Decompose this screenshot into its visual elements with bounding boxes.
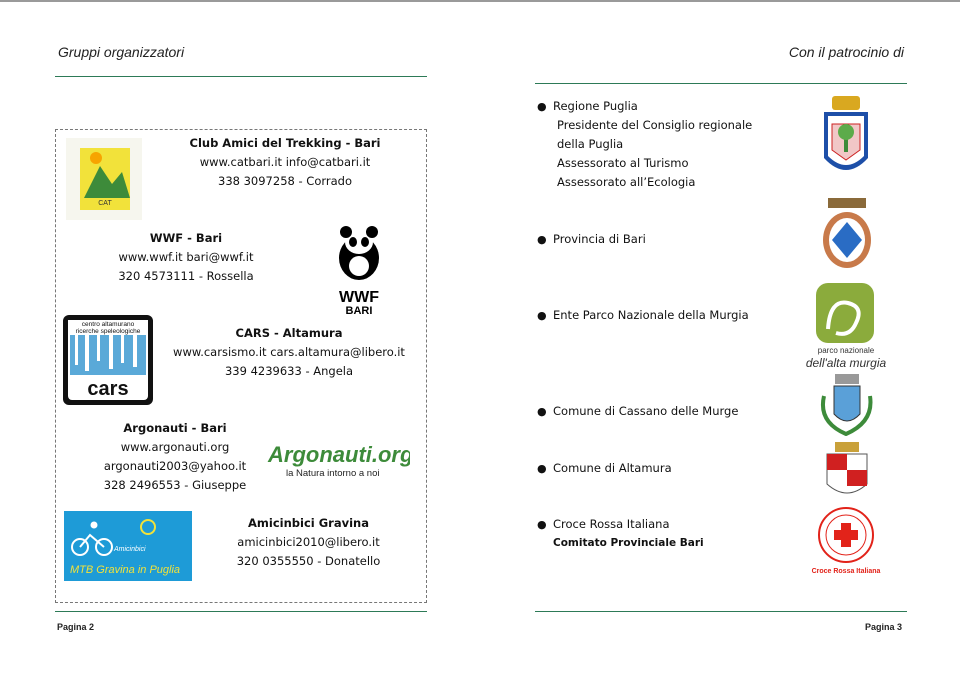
- group-cat-phone: 338 3097258 - Corrado: [218, 174, 352, 188]
- amicinbici-logo-small: Amicinbici: [114, 546, 146, 553]
- croce-rossa-logo: [806, 505, 886, 582]
- cat-logo: [66, 138, 142, 225]
- cat-logo-text: CAT: [98, 200, 112, 207]
- patron-croce-rossa: [537, 515, 704, 553]
- right-page-number: Pagina 3: [864, 622, 902, 632]
- left-header-rule: [55, 76, 427, 77]
- group-wwf-contacts: www.wwf.it bari@wwf.it: [118, 250, 254, 264]
- bullet-icon: ●: [537, 518, 547, 531]
- patron-title: Ente Parco Nazionale della Murgia: [553, 308, 749, 322]
- bullet-icon: ●: [537, 462, 547, 475]
- group-amicinbici-email: amicinbici2010@libero.it: [237, 535, 380, 549]
- left-page-number: Pagina 2: [57, 622, 95, 632]
- patron-title: Croce Rossa Italiana: [553, 517, 670, 531]
- wwf-logo: [328, 220, 390, 321]
- amicinbici-logo: [64, 511, 192, 586]
- wwf-logo-text: WWF: [339, 289, 379, 306]
- left-page-header: Gruppi organizzatori: [58, 44, 185, 60]
- parco-logo-line2: dell'alta murgia: [805, 356, 887, 370]
- croce-rossa-logo-text: Croce Rossa Italiana: [811, 568, 881, 575]
- group-amicinbici-phone: 320 0355550 - Donatello: [236, 554, 381, 568]
- patron-provincia-bari: [537, 230, 646, 249]
- parco-murgia-logo: [800, 281, 892, 376]
- cars-logo-line1: centro altamurano: [81, 321, 135, 328]
- right-header-rule: [535, 83, 907, 84]
- group-argonauti-phone: 328 2496553 - Giuseppe: [103, 478, 247, 492]
- group-cat-text: [175, 134, 395, 191]
- argonauti-logo-sub: la Natura intorno a noi: [286, 468, 380, 479]
- argonauti-logo-text: Argonauti.org: [268, 442, 410, 467]
- bullet-icon: ●: [537, 100, 547, 113]
- bullet-icon: ●: [537, 405, 547, 418]
- cars-logo-text: cars: [87, 378, 129, 400]
- group-argonauti-text: [80, 419, 270, 495]
- provincia-bari-crest: [818, 196, 876, 277]
- group-argonauti-site: www.argonauti.org: [120, 440, 230, 454]
- right-page-header: Con il patrocinio di: [788, 44, 904, 60]
- left-footer-rule: [55, 611, 427, 612]
- patron-sub: Assessorato all’Ecologia: [557, 175, 696, 189]
- patron-title: Regione Puglia: [553, 99, 638, 113]
- altamura-crest: [822, 440, 872, 507]
- group-wwf-text: [96, 229, 276, 286]
- right-footer-rule: [535, 611, 907, 612]
- group-cars-name: CARS - Altamura: [235, 326, 343, 340]
- patron-cassano: [537, 402, 739, 421]
- argonauti-logo: [264, 432, 410, 485]
- cassano-crest: [818, 372, 876, 441]
- group-cars-contacts: www.carsismo.it cars.altamura@libero.it: [173, 345, 405, 359]
- group-cars-text: [164, 324, 414, 381]
- group-cat-name: Club Amici del Trekking - Bari: [189, 136, 381, 150]
- group-cat-contacts: www.catbari.it info@catbari.it: [199, 155, 371, 169]
- patron-title: Comune di Cassano delle Murge: [553, 404, 739, 418]
- group-argonauti-email: argonauti2003@yahoo.it: [103, 459, 247, 473]
- bullet-icon: ●: [537, 233, 547, 246]
- group-argonauti-name: Argonauti - Bari: [123, 421, 227, 435]
- amicinbici-logo-text: MTB Gravina in Puglia: [70, 564, 181, 576]
- patron-sub: della Puglia: [557, 137, 624, 151]
- patron-parco-murgia: [537, 306, 749, 325]
- bullet-icon: ●: [537, 309, 547, 322]
- patron-sub: Presidente del Consiglio regionale: [557, 118, 753, 132]
- group-cars-phone: 339 4239633 - Angela: [224, 364, 354, 378]
- patron-bold-sub: Comitato Provinciale Bari: [553, 537, 704, 549]
- patron-regione-puglia: [537, 97, 753, 192]
- parco-logo-line1: parco nazionale: [817, 346, 875, 355]
- patron-altamura: [537, 459, 672, 478]
- group-wwf-phone: 320 4573111 - Rossella: [118, 269, 254, 283]
- cars-logo: [63, 315, 153, 410]
- regione-puglia-crest: [818, 94, 874, 187]
- top-border: [0, 0, 960, 2]
- wwf-logo-sub: BARI: [345, 305, 373, 316]
- patron-sub: Assessorato al Turismo: [557, 156, 689, 170]
- patron-title: Provincia di Bari: [553, 232, 646, 246]
- group-wwf-name: WWF - Bari: [149, 231, 223, 245]
- cars-logo-line2: ricerche speleologiche: [75, 328, 141, 335]
- group-amicinbici-text: [216, 514, 401, 571]
- group-amicinbici-name: Amicinbici Gravina: [248, 516, 369, 530]
- patron-title: Comune di Altamura: [553, 461, 672, 475]
